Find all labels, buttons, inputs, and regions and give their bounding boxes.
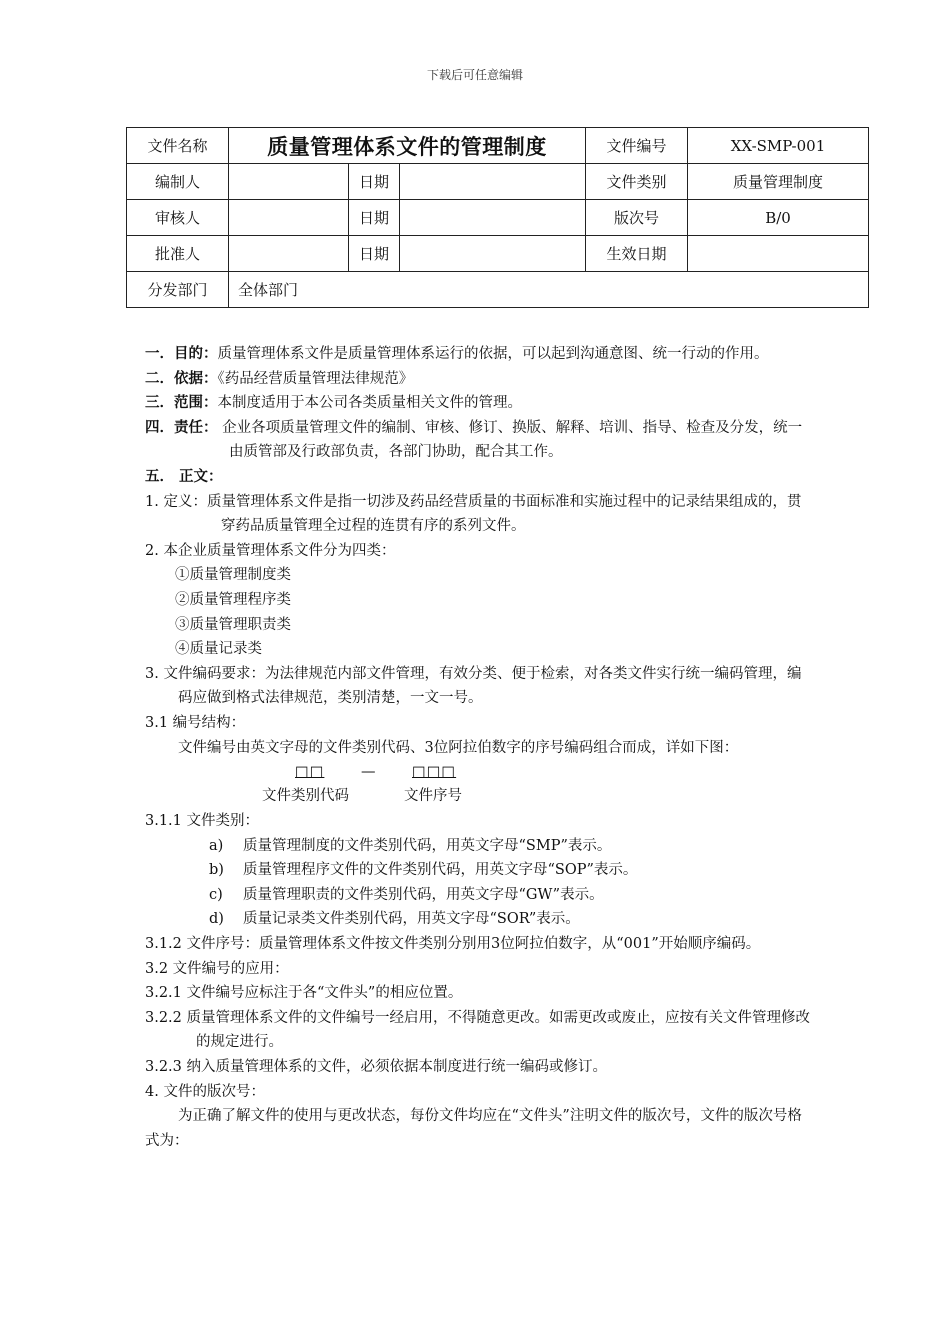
- section-text: 《药品经营质量管理法律规范》: [217, 370, 414, 387]
- document-info-table: [126, 127, 869, 308]
- list-item: [145, 834, 810, 859]
- table-row: [127, 128, 869, 164]
- effective-date-label: 生效日期: [586, 236, 688, 272]
- paragraph-sequence-number: 3.1.2 文件序号：质量管理体系文件按文件类别分别用3位阿拉伯数字，从“001”开始顺序编码。: [145, 936, 761, 953]
- table-row: [127, 200, 869, 236]
- paragraph-definition: 1. 定义：质量管理体系文件是指一切涉及药品经营质量的书面标准和实施过程中的记录结果组成的，贯穿药品质量管理全过程的连贯有序的系列文件。: [145, 493, 802, 535]
- table-row: [127, 164, 869, 200]
- approve-date-value: [400, 236, 586, 272]
- category-item: ③质量管理职责类: [175, 616, 291, 633]
- list-item-text: 质量管理制度的文件类别代码，用英文字母“SMP”表示。: [243, 837, 612, 854]
- paragraph-coding-requirements: 3. 文件编码要求：为法律规范内部文件管理，有效分类、便于检索，对各类文件实行统一编码管理，编码应做到格式法律规范，类别清楚，一文一号。: [145, 665, 802, 707]
- doc-type-label: 文件类别: [586, 164, 688, 200]
- version-value: B/0: [688, 200, 869, 236]
- category-item: ①质量管理制度类: [175, 567, 291, 584]
- paragraph-numbering-structure: 文件编号由英文字母的文件类别代码、3位阿拉伯数字的序号编码组合而成，详如下图：: [178, 739, 739, 756]
- list-item-marker: c): [209, 886, 223, 903]
- section-text: 质量管理体系文件是质量管理体系运行的依据，可以起到沟通意图、统一行动的作用。: [217, 346, 769, 362]
- list-item-marker: b): [209, 862, 224, 879]
- reviewer-label: 审核人: [127, 200, 229, 236]
- paragraph-version-number: 为正确了解文件的使用与更改状态，每份文件均应在“文件头”注明文件的版次号，文件的版次号格式为：: [145, 1108, 802, 1149]
- distribution-value: 全体部门: [229, 272, 869, 308]
- category-code-caption: 文件类别代码: [262, 788, 349, 805]
- section-purpose: [145, 342, 810, 367]
- paragraph-number-coverage: 3.2.3 纳入质量管理体系的文件，必须依据本制度进行统一编码或修订。: [145, 1059, 608, 1076]
- section-text: 企业各项质量管理文件的编制、审核、修订、换版、解释、培训、指导、检查及分发，统一由质管部及行政部负责，各部门协助，配合其工作。: [217, 419, 803, 461]
- heading-numbering-structure: 3.1 编号结构：: [145, 714, 246, 731]
- author-label: 编制人: [127, 164, 229, 200]
- doc-type-value: 质量管理制度: [688, 164, 869, 200]
- section-responsibility: [145, 416, 810, 465]
- table-row: [127, 236, 869, 272]
- page-header-note: 下载后可任意编辑: [426, 68, 523, 82]
- heading-document-types: 3.1.1 文件类别：: [145, 813, 260, 830]
- section-label: 二．依据：: [145, 369, 218, 387]
- distribution-label: 分发部门: [127, 272, 229, 308]
- list-item-marker: a): [209, 837, 224, 854]
- paragraph-number-change: 3.2.2 质量管理体系文件的文件编号一经启用，不得随意更改。如需更改或废止，应按有关文件管理修改的规定进行。: [145, 1009, 810, 1051]
- section-label: 四．责任：: [145, 418, 218, 436]
- section-scope: [145, 391, 810, 416]
- code-structure-diagram: [145, 760, 810, 809]
- heading-number-application: 3.2 文件编号的应用：: [145, 960, 289, 977]
- section-text: 本制度适用于本公司各类质量相关文件的管理。: [217, 395, 522, 412]
- document-body: [145, 342, 810, 1153]
- date-label: 日期: [349, 236, 400, 272]
- category-item: ④质量记录类: [175, 641, 262, 658]
- sequence-number-boxes: □□□: [412, 764, 457, 781]
- author-date-value: [400, 164, 586, 200]
- list-item-text: 质量记录类文件类别代码，用英文字母“SOR”表示。: [243, 911, 580, 928]
- list-item-marker: d): [209, 911, 224, 928]
- list-item-text: 质量管理程序文件的文件类别代码，用英文字母“SOP”表示。: [243, 862, 638, 879]
- section-label: 三．范围：: [145, 394, 218, 412]
- review-date-value: [400, 200, 586, 236]
- section-main-text-heading: 五． 正文：: [145, 467, 223, 485]
- paragraph-categories-intro: 2. 本企业质量管理体系文件分为四类：: [145, 542, 396, 559]
- list-item-text: 质量管理职责的文件类别代码，用英文字母“GW”表示。: [243, 886, 604, 903]
- effective-date-value: [688, 236, 869, 272]
- approver-label: 批准人: [127, 236, 229, 272]
- section-label: 一．目的：: [145, 345, 218, 362]
- doc-name-label: 文件名称: [127, 128, 229, 164]
- date-label: 日期: [349, 200, 400, 236]
- sequence-number-caption: 文件序号: [404, 788, 462, 805]
- list-item: [145, 907, 810, 932]
- section-basis: [145, 367, 810, 392]
- code-separator-dash: —: [361, 764, 376, 781]
- table-row: [127, 272, 869, 308]
- list-item: [145, 883, 810, 908]
- approver-value: [229, 236, 349, 272]
- doc-code-label: 文件编号: [586, 128, 688, 164]
- category-item: ②质量管理程序类: [175, 591, 291, 608]
- date-label: 日期: [349, 164, 400, 200]
- document-title: 质量管理体系文件的管理制度: [229, 128, 586, 164]
- doc-code-value: XX-SMP-001: [688, 128, 869, 164]
- list-item: [145, 858, 810, 883]
- reviewer-value: [229, 200, 349, 236]
- author-value: [229, 164, 349, 200]
- version-label: 版次号: [586, 200, 688, 236]
- category-code-boxes: □□: [295, 764, 325, 781]
- paragraph-number-placement: 3.2.1 文件编号应标注于各“文件头”的相应位置。: [145, 985, 463, 1002]
- heading-version-number: 4. 文件的版次号：: [145, 1083, 265, 1100]
